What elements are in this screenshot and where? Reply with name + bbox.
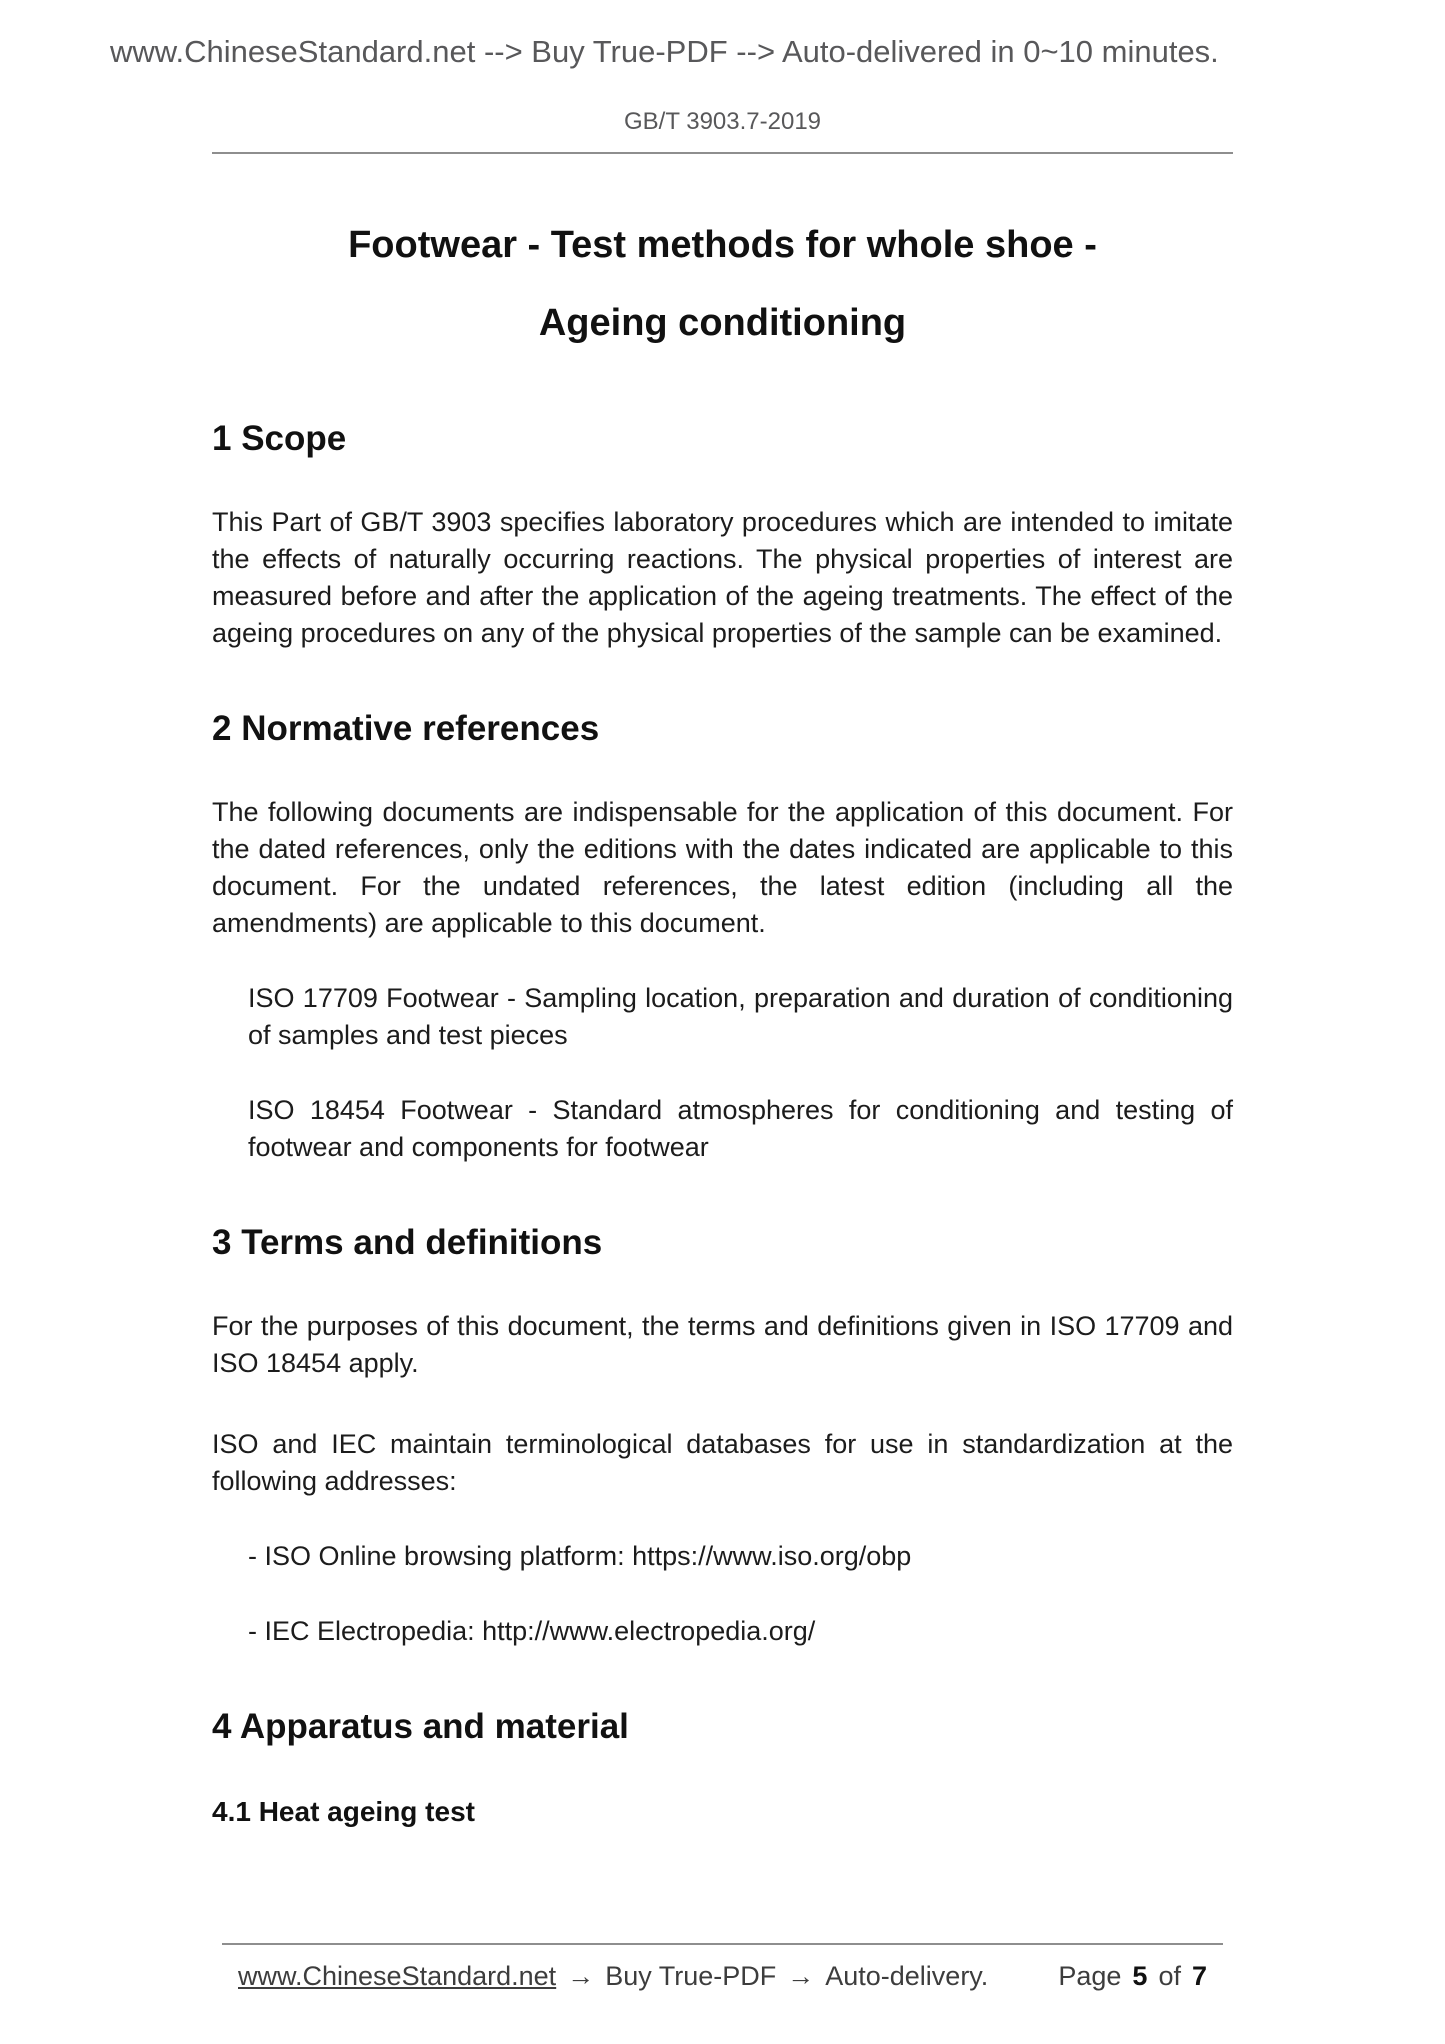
- section-heading-scope: 1 Scope: [212, 419, 347, 458]
- footer-buy-text: Buy True-PDF: [605, 1961, 777, 1991]
- document-title: [212, 206, 1233, 362]
- document-body: [212, 206, 1233, 1828]
- arrow-right-icon: →: [787, 1961, 815, 1991]
- footer-site-link[interactable]: www.ChineseStandard.net: [238, 1961, 557, 1991]
- total-page-number: 7: [1191, 1961, 1207, 1991]
- iso-obp-line: - ISO Online browsing platform: https://www.iso.org/obp: [248, 1541, 912, 1571]
- arrow-right-icon: →: [567, 1961, 595, 1991]
- normative-paragraph: The following documents are indispensable for the application of this document. For the dated references, only the editions with the dates indicated are applicable to this document. For the undated references, the latest edition (including all the amendments) are applicable to this document.: [212, 797, 1233, 938]
- terms-paragraph-1: For the purposes of this document, the terms and definitions given in ISO 17709 and ISO 18454 apply.: [212, 1311, 1233, 1378]
- footer-page-indicator: [1058, 1961, 1207, 1992]
- normative-reference-iso-18454: ISO 18454 Footwear - Standard atmospheres for conditioning and testing of footwear and components for footwear: [248, 1095, 1233, 1162]
- doc-number: GB/T 3903.7-2019: [623, 108, 822, 135]
- of-label: of: [1158, 1961, 1181, 1991]
- title-line-2: Ageing conditioning: [538, 302, 907, 344]
- terms-paragraph-2: ISO and IEC maintain terminological databases for use in standardization at the following addresses:: [212, 1429, 1233, 1496]
- footer-left-group: [238, 1961, 988, 1992]
- section-heading-normative-references: 2 Normative references: [212, 709, 600, 748]
- subsection-heading-heat-ageing-test: 4.1 Heat ageing test: [212, 1796, 475, 1827]
- title-line-1: Footwear - Test methods for whole shoe -: [348, 224, 1097, 266]
- normative-reference-iso-17709: ISO 17709 Footwear - Sampling location, preparation and duration of conditioning of samples and test pieces: [248, 983, 1233, 1050]
- page-label: Page: [1058, 1961, 1122, 1991]
- section-heading-apparatus-material: 4 Apparatus and material: [212, 1707, 629, 1746]
- iec-electropedia-line: - IEC Electropedia: http://www.electropedia.org/: [248, 1616, 816, 1646]
- section-heading-terms-definitions: 3 Terms and definitions: [212, 1223, 603, 1262]
- page-footer: [222, 1943, 1223, 1992]
- footer-delivery-text: Auto-delivery.: [825, 1961, 989, 1991]
- current-page-number: 5: [1132, 1961, 1148, 1991]
- header-rule: [212, 152, 1233, 154]
- watermark-banner: www.ChineseStandard.net --> Buy True-PDF --> Auto-delivered in 0~10 minutes.: [110, 34, 1219, 69]
- scope-paragraph: This Part of GB/T 3903 specifies laboratory procedures which are intended to imitate the effects of naturally occurring reactions. The physical properties of interest are measured before and after the application of the ageing treatments. The effect of the ageing procedures on any of the physical properties of the sample can be examined.: [212, 507, 1233, 648]
